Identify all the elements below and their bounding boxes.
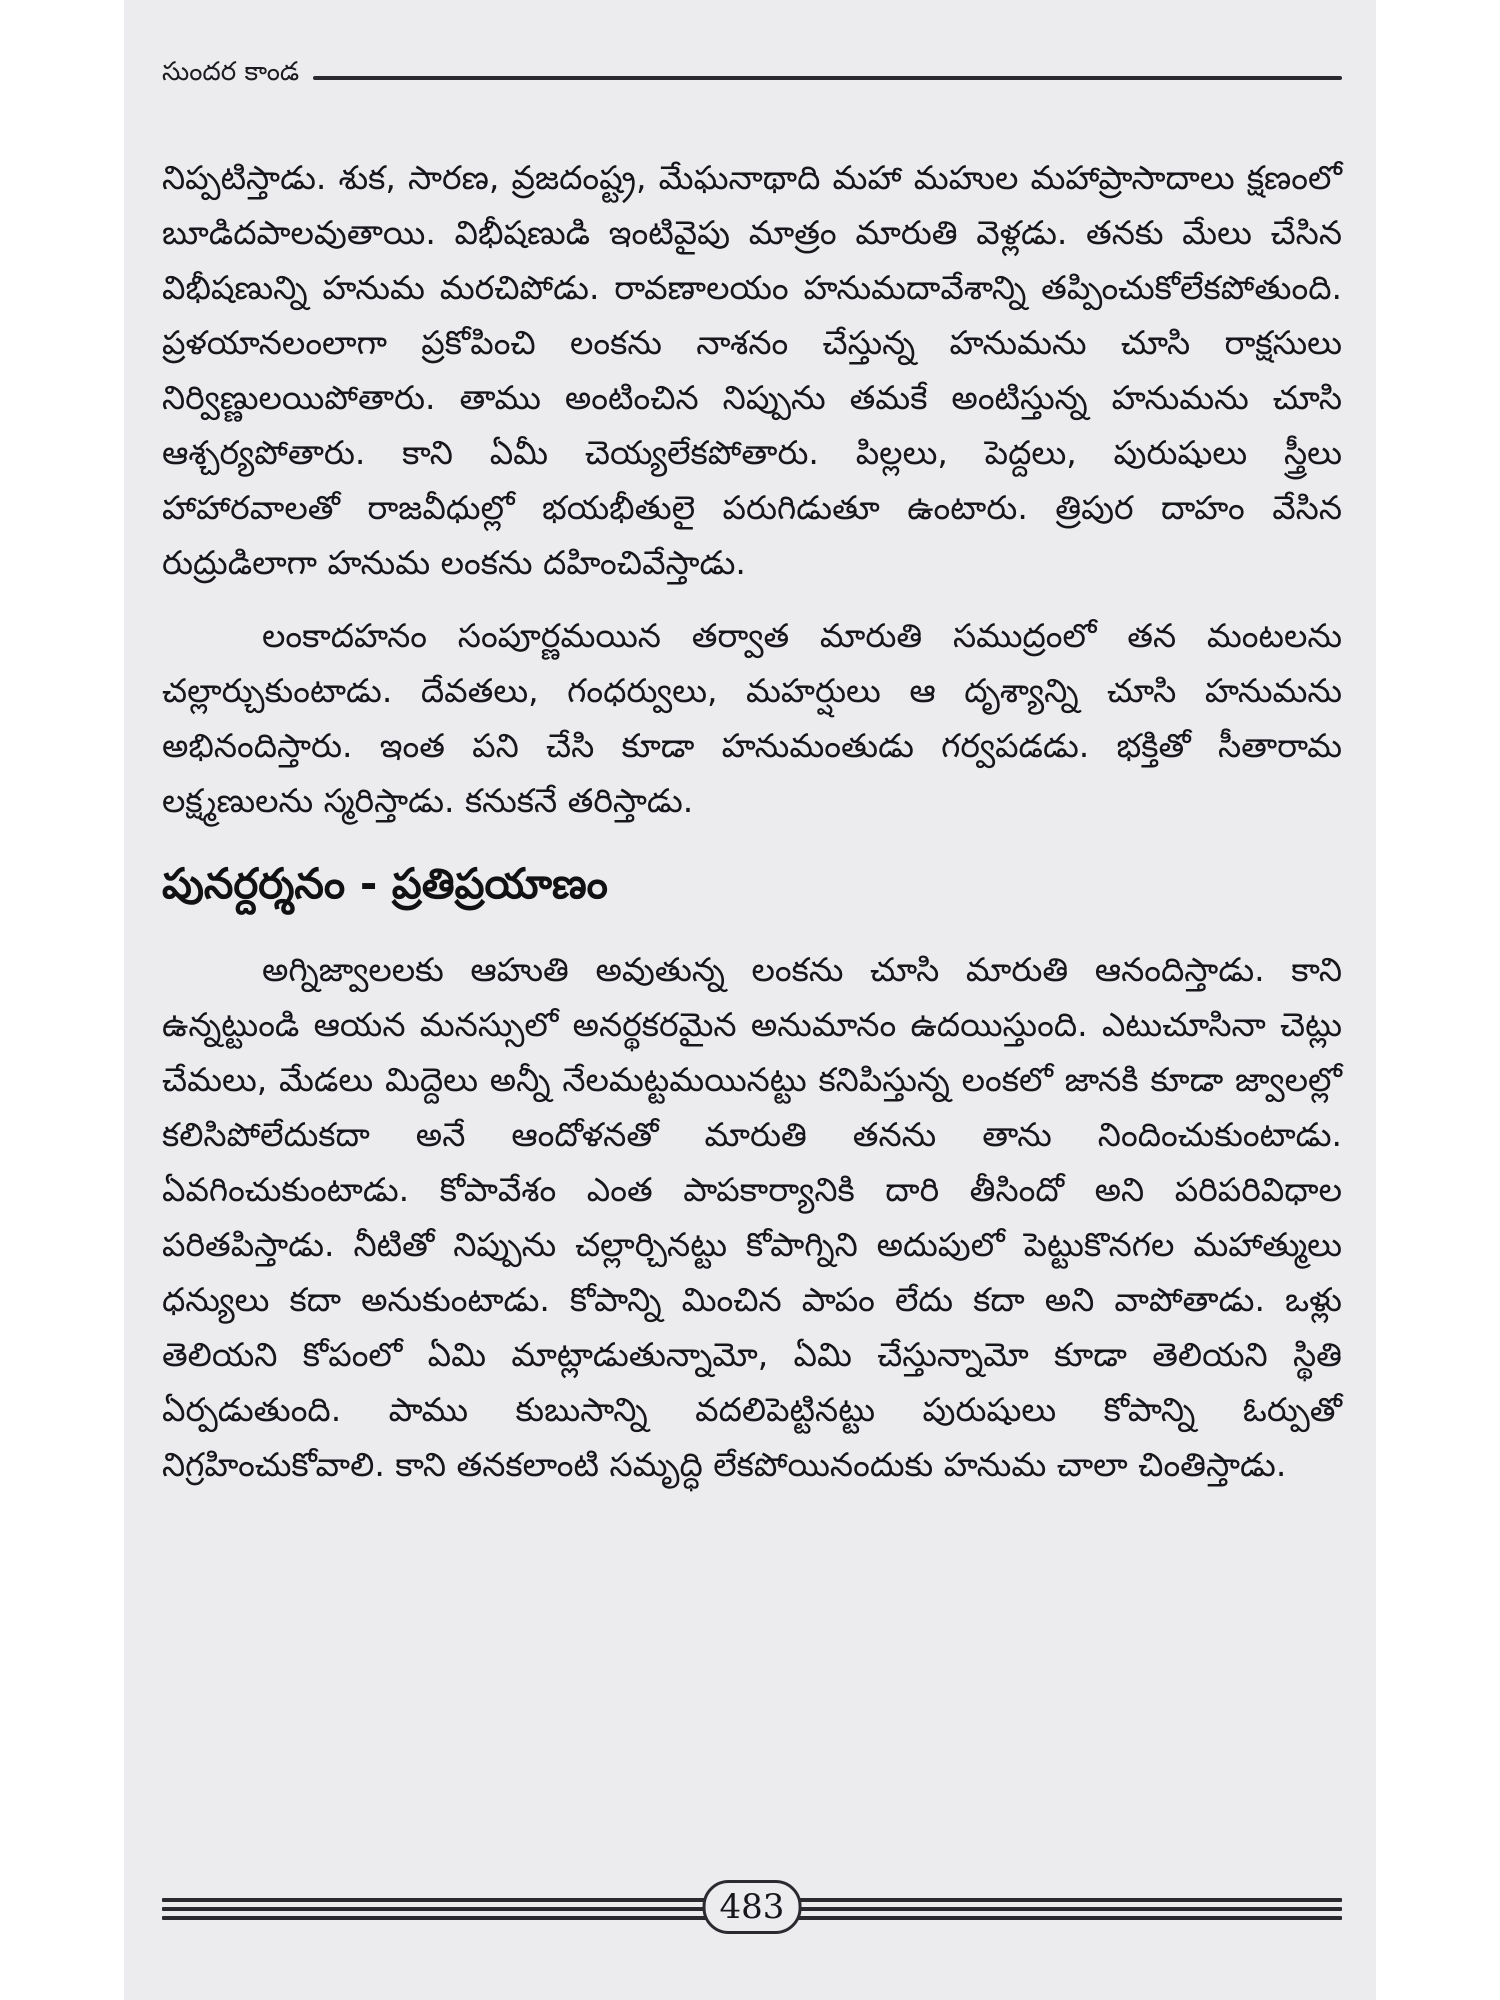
- book-page: [124, 0, 1376, 2000]
- header-rule: [313, 76, 1342, 80]
- page-body: [162, 150, 1342, 1492]
- running-title: సుందర కాండ: [162, 57, 300, 87]
- page-footer: [162, 1880, 1342, 1940]
- section-heading: పునర్దర్శనం - ప్రతిప్రయాణం: [162, 859, 608, 908]
- paragraph-1: నిప్పటిస్తాడు. శుక, సారణ, వ్రజదంష్ట్ర, మేఘనాథాది మహా మహుల మహాప్రాసాదాలు క్షణంలో బూడిదపాలవుతాయి. విభీషణుడి ఇంటివైపు మాత్రం మారుతి వెళ్లడు. తనకు మేలు చేసిన విభీషణున్ని హనుమ మరచిపోడు. రావణాలయం హనుమదావేశాన్ని తప్పించుకోలేకపోతుంది. ప్రళయానలంలాగా ప్రకోపించి లంకను నాశనం చేస్తున్న హనుమను చూసి రాక్షసులు నిర్విణ్ణులయిపోతారు. తాము అంటించిన నిప్పును తమకే అంటిస్తున్న హనుమను చూసి ఆశ్చర్యపోతారు. కాని ఏమీ చెయ్యలేకపోతారు. పిల్లలు, పెద్దలు, పురుషులు స్త్రీలు హాహారవాలతో రాజవీధుల్లో భయభీతులై పరుగిడుతూ ఉంటారు. త్రిపుర దాహం వేసిన రుద్రుడిలాగా హనుమ లంకను దహించివేస్తాడు.: [162, 158, 1342, 582]
- paragraph-2: లంకాదహనం సంపూర్ణమయిన తర్వాత మారుతి సముద్రంలో తన మంటలను చల్లార్చుకుంటాడు. దేవతలు, గంధర్వులు, మహర్షులు ఆ దృశ్యాన్ని చూసి హనుమను అభినందిస్తారు. ఇంత పని చేసి కూడా హనుమంతుడు గర్వపడడు. భక్తితో సీతారామ లక్ష్మణులను స్మరిస్తాడు. కనుకనే తరిస్తాడు.: [162, 616, 1342, 820]
- running-header: [162, 52, 1342, 98]
- paragraph-3: అగ్నిజ్వాలలకు ఆహుతి అవుతున్న లంకను చూసి మారుతి ఆనందిస్తాడు. కాని ఉన్నట్టుండి ఆయన మనస్సులో అనర్థకరమైన అనుమానం ఉదయిస్తుంది. ఎటుచూసినా చెట్లు చేమలు, మేడలు మిద్దెలు అన్నీ నేలమట్టమయినట్టు కనిపిస్తున్న లంకలో జానకి కూడా జ్వాలల్లో కలిసిపోలేదుకదా అనే ఆందోళనతో మారుతి తనను తాను నిందించుకుంటాడు. ఏవగించుకుంటాడు. కోపావేశం ఎంత పాపకార్యానికి దారి తీసిందో అని పరిపరివిధాల పరితపిస్తాడు. నీటితో నిప్పును చల్లార్చినట్టు కోపాగ్నిని అదుపులో పెట్టుకొనగల మహాత్ములు ధన్యులు కదా అనుకుంటాడు. కోపాన్ని మించిన పాపం లేదు కదా అని వాపోతాడు. ఒళ్లు తెలియని కోపంలో ఏమి మాట్లాడుతున్నామో, ఏమి చేస్తున్నామో కూడా తెలియని స్థితి ఏర్పడుతుంది. పాము కుబుసాన్ని వదలిపెట్టినట్టు పురుషులు కోపాన్ని ఓర్పుతో నిగ్రహించుకోవాలి. కాని తనకలాంటి సమృద్ధి లేకపోయినందుకు హనుమ చాలా చింతిస్తాడు.: [162, 950, 1342, 1484]
- page-number: 483: [703, 1880, 802, 1934]
